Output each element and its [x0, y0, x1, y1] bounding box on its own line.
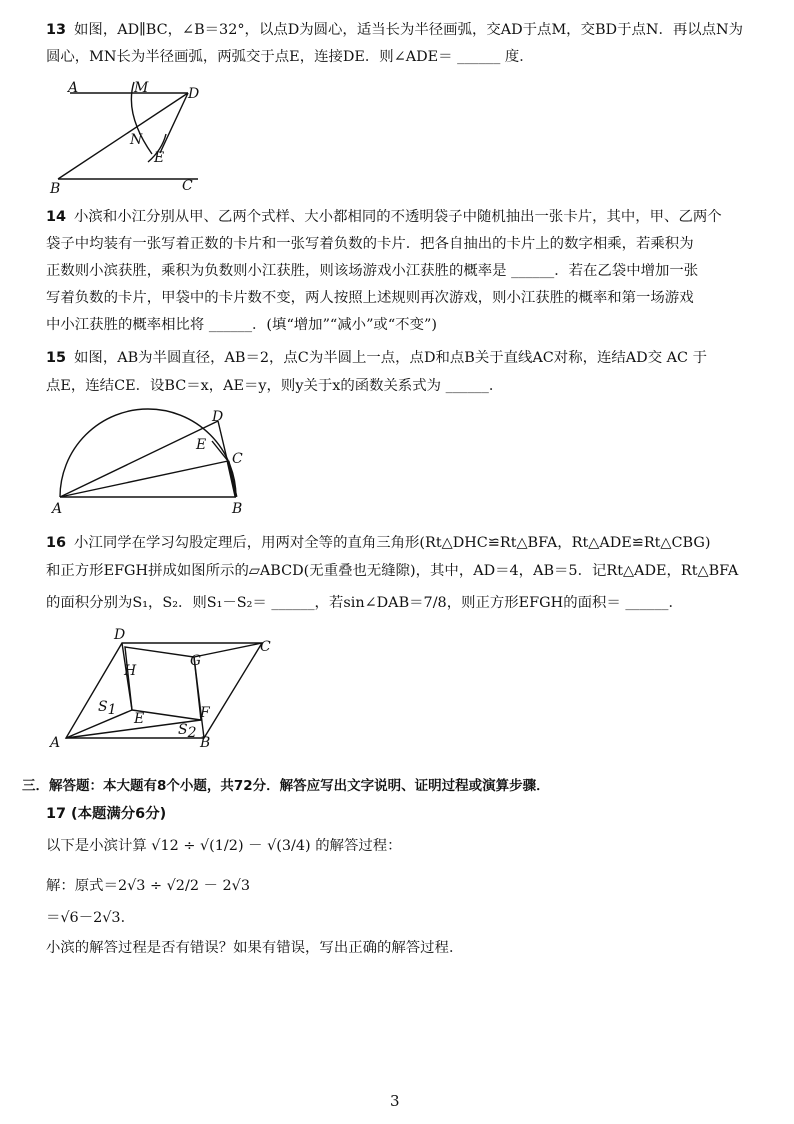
q15-line1: 15 如图，AB为半圆直径，AB＝2，点C为半圆上一点，点D和点B关于直线AC对称，连结AD交 AC 于: [46, 350, 708, 366]
label-a: A: [68, 80, 79, 96]
segment-cg: [194, 643, 262, 657]
label-c: C: [260, 639, 271, 655]
label-h: H: [124, 663, 137, 679]
label-a: A: [52, 501, 63, 517]
q17-line2: 解：原式＝2√3 ÷ √2/2 － 2√3: [46, 878, 250, 894]
q16-line3: 的面积分别为S₁，S₂．则S₁－S₂＝ ______，若sin∠DAB＝7/8，则正方形EFGH的面积＝ ______．: [46, 595, 683, 611]
q17-line3: ＝√6－2√3．: [46, 910, 135, 926]
q16-line2: 和正方形EFGH拼成如图所示的▱ABCD(无重叠也无缝隙)，其中，AD＝4，AB＝5．记Rt△ADE，Rt△BFA: [46, 563, 739, 579]
q16-line1: 16 小江同学在学习勾股定理后，用两对全等的直角三角形(Rt△DHC≌Rt△BFA，Rt△ADE≌Rt△CBG): [46, 535, 711, 551]
q16-figure: [44, 625, 284, 750]
label-s1: S1: [98, 699, 117, 718]
q13-figure: [48, 78, 218, 196]
section3-title: 三．解答题：本大题有8个小题，共72分．解答应写出文字说明、证明过程或演算步骤．: [22, 778, 550, 794]
q13-line1: 13 如图，AD∥BC，∠B＝32°，以点D为圆心，适当长为半径画弧，交AD于点M，交BD于点N．再以点N为: [46, 22, 743, 38]
label-n: N: [130, 132, 143, 148]
q14-line5: 中小江获胜的概率相比将 ______．(填“增加”“减小”或“不变”): [46, 317, 437, 333]
q17-header: 17 (本题满分6分): [46, 806, 167, 822]
line-ac: [60, 461, 228, 497]
label-d: D: [212, 409, 224, 425]
q14-number: 14: [46, 209, 67, 225]
line-ad: [60, 421, 218, 497]
label-c: C: [182, 178, 193, 194]
q17-line1: 以下是小滨计算 √12 ÷ √(1/2) － √(3/4) 的解答过程：: [46, 838, 402, 854]
q15-number: 15: [46, 350, 67, 366]
q14-line1: 14 小滨和小江分别从甲、乙两个式样、大小都相同的不透明袋子中随机抽出一张卡片，其中，甲、乙两个: [46, 209, 722, 225]
q14-line4: 写着负数的卡片，甲袋中的卡片数不变，两人按照上述规则再次游戏，则小江获胜的概率和第一场游戏: [46, 290, 694, 306]
q17-line4: 小滨的解答过程是否有错误？如果有错误，写出正确的解答过程．: [46, 940, 464, 956]
label-a: A: [50, 735, 61, 751]
q13-line2: 圆心，MN长为半径画弧，两弧交于点E，连接DE．则∠ADE＝ ______ 度．: [46, 49, 534, 65]
label-e: E: [134, 711, 145, 727]
label-m: M: [134, 80, 149, 96]
q16-number: 16: [46, 535, 67, 551]
q14-line2: 袋子中均装有一张写着正数的卡片和一张写着负数的卡片．把各自抽出的卡片上的数字相乘，若乘积为: [46, 236, 694, 252]
label-b: B: [232, 501, 243, 517]
label-g: G: [190, 653, 202, 669]
q15-line2: 点E，连结CE．设BC＝x，AE＝y，则y关于x的函数关系式为 ______．: [46, 378, 504, 394]
parallelogram-abcd: [66, 643, 262, 738]
label-d: D: [188, 86, 200, 102]
q13-number: 13: [46, 22, 67, 38]
label-b: B: [50, 181, 61, 197]
label-s2: S2: [178, 722, 197, 741]
label-e: E: [154, 150, 165, 166]
label-c: C: [232, 451, 243, 467]
label-d: D: [114, 627, 126, 643]
q15-figure: [48, 405, 248, 515]
label-e: E: [196, 437, 207, 453]
label-f: F: [200, 705, 210, 721]
q14-line3: 正数则小滨获胜，乘积为负数则小江获胜，则该场游戏小江获胜的概率是 ______．若在乙袋中增加一张: [46, 263, 699, 279]
label-b: B: [200, 735, 211, 751]
page-number: 3: [390, 1092, 400, 1110]
